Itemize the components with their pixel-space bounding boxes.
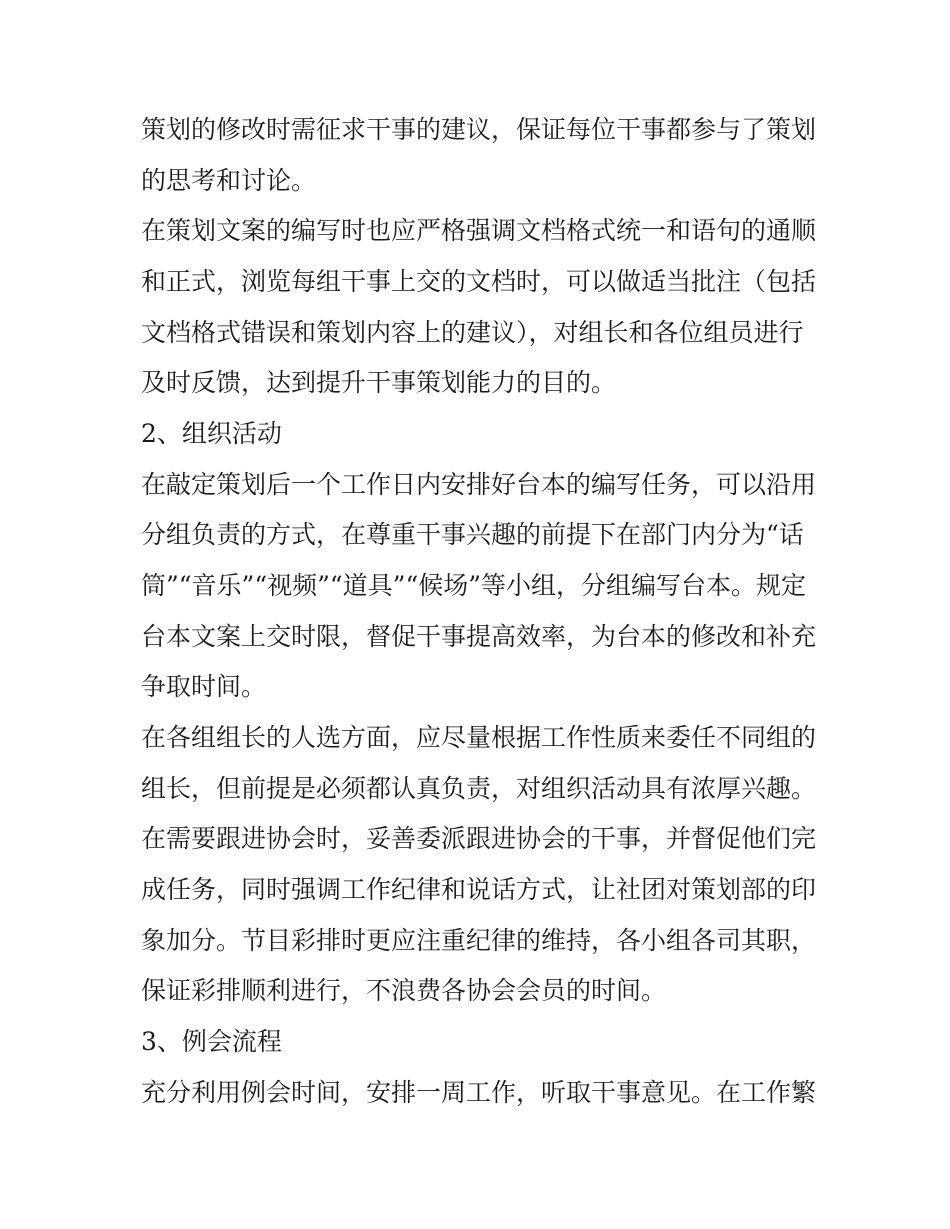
text-line: 组长，但前提是必须都认真负责，对组织活动具有浓厚兴趣。 bbox=[141, 774, 817, 803]
section-heading: 3、例会流程 bbox=[141, 1027, 282, 1056]
text-line: 台本文案上交时限，督促干事提高效率，为台本的修改和补充 bbox=[141, 622, 817, 651]
text-line: 文档格式错误和策划内容上的建议），对组长和各位组员进行 bbox=[141, 318, 804, 347]
text-line: 象加分。节目彩排时更应注重纪律的维持，各小组各司其职， bbox=[141, 926, 817, 955]
text-line: 在需要跟进协会时，妥善委派跟进协会的干事，并督促他们完 bbox=[141, 824, 817, 853]
text-line: 争取时间。 bbox=[141, 672, 267, 701]
text-line: 保证彩排顺利进行，不浪费各协会会员的时间。 bbox=[141, 976, 667, 1005]
text-line: 及时反馈，达到提升干事策划能力的目的。 bbox=[141, 368, 617, 397]
section-heading: 2、组织活动 bbox=[141, 419, 282, 448]
text-line: 在各组组长的人选方面，应尽量根据工作性质来委任不同组的 bbox=[141, 723, 817, 752]
text-line: 成任务，同时强调工作纪律和说话方式，让社团对策划部的印 bbox=[141, 875, 817, 904]
text-line: 的思考和讨论。 bbox=[141, 166, 317, 195]
text-line: 和正式，浏览每组干事上交的文档时，可以做适当批注（包括 bbox=[141, 267, 817, 296]
text-line: 策划的修改时需征求干事的建议，保证每位干事都参与了策划 bbox=[141, 115, 817, 144]
text-line: 充分利用例会时间，安排一周工作，听取干事意见。在工作繁 bbox=[141, 1078, 817, 1107]
text-line: 筒”“音乐”“视频”“道具”“候场”等小组，分组编写台本。规定 bbox=[141, 571, 807, 600]
text-line: 分组负责的方式，在尊重干事兴趣的前提下在部门内分为“话 bbox=[141, 520, 804, 549]
text-line: 在敲定策划后一个工作日内安排好台本的编写任务，可以沿用 bbox=[141, 470, 817, 499]
text-line: 在策划文案的编写时也应严格强调文档格式统一和语句的通顺 bbox=[141, 216, 817, 245]
